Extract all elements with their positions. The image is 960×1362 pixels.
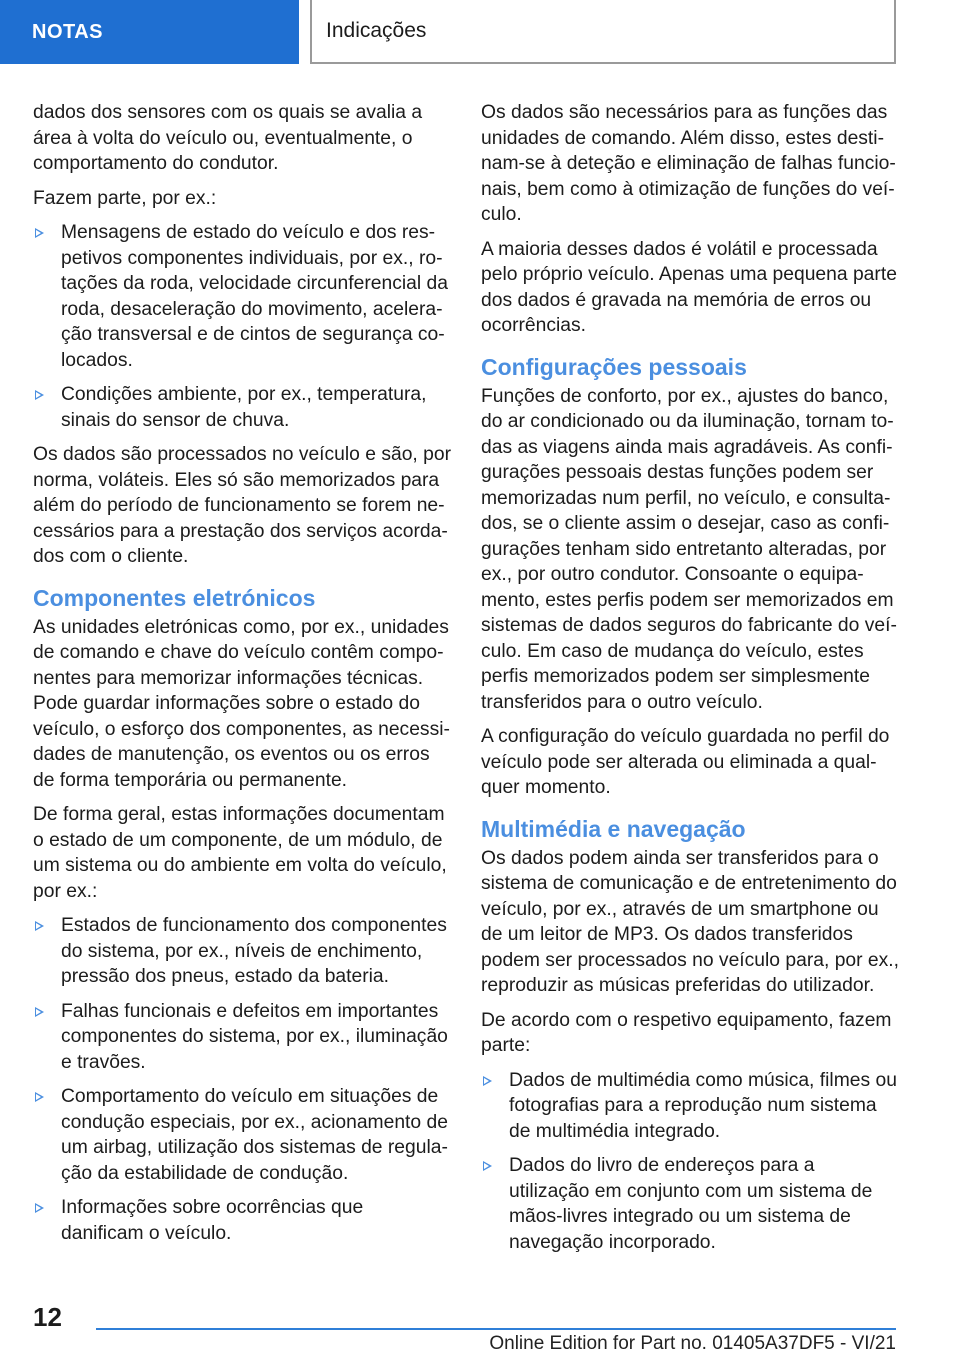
- needed-paragraph: Os dados são necessários para as funções das unidades de comando. Além disso, estes destinam-se à deteção e eliminação de falhas funcionais, bem como à otimização de funções do veículo.: [481, 102, 896, 225]
- list-item-text: Informações sobre ocorrências que danificam o veículo.: [61, 1197, 364, 1244]
- chapter-title: Indicações: [326, 19, 427, 42]
- processing-paragraph: Os dados são processados no veículo e são, por norma, voláteis. Eles só são memorizados para além do período de funcionamento se forem necessários para a prestação dos serviços acordados com o cliente.: [33, 444, 452, 567]
- left-column: [33, 100, 451, 1255]
- list-item: [33, 1195, 451, 1246]
- page-number: 12: [33, 1302, 62, 1332]
- edition-footer: Online Edition for Part no. 01405A37DF5 - VI/21: [489, 1333, 896, 1354]
- list-item: [33, 220, 451, 373]
- bullet-triangle-icon: [35, 1203, 44, 1213]
- bullet-triangle-icon: [35, 390, 44, 400]
- heading-multimedia: Multimédia e navegação: [481, 815, 746, 842]
- profile-paragraph: A configuração do veículo guardada no perfil do veículo pode ser alterada ou eliminada a qualquer momento.: [481, 726, 890, 798]
- general-paragraph: De forma geral, estas informações documentam o estado de um componente, de um módulo, de um sistema ou do ambiente em volta do veículo, por ex.:: [33, 804, 447, 902]
- bullet-triangle-icon: [483, 1076, 492, 1086]
- list-item-text: Falhas funcionais e defeitos em importantes componentes do sistema, por ex., iluminação e travões.: [61, 1000, 448, 1073]
- bullet-triangle-icon: [35, 1092, 44, 1102]
- list-item: [33, 382, 451, 433]
- equipment-paragraph: De acordo com o respetivo equipamento, fazem parte:: [481, 1009, 892, 1056]
- list-item-text: Mensagens de estado do veículo e dos respetivos componentes individuais, por ex., rotações da roda, velocidade circunferencial da roda, desaceleração do movimento, aceleração transversal e de cintos de segurança colocados.: [61, 222, 448, 371]
- list-item-text: Estados de funcionamento dos componentes do sistema, por ex., níveis de enchimento, pressão dos pneus, estado da bateria.: [61, 915, 447, 987]
- list-item: [33, 999, 451, 1076]
- lead-in-paragraph: Fazem parte, por ex.:: [33, 187, 217, 209]
- component-info-list: [33, 913, 451, 1246]
- units-paragraph: As unidades eletrónicas como, por ex., unidades de comando e chave do veículo contêm componentes para memorizar informações técnicas. Pode guardar informações sobre o estado do veículo, o esforço dos componentes, as necessidades de manutenção, os eventos ou os erros de forma temporária ou permanente.: [33, 616, 450, 791]
- volatile-paragraph: A maioria desses dados é volátil e processada pelo próprio veículo. Apenas uma pequena parte dos dados é gravada na memória de erros ou ocorrências.: [481, 238, 897, 336]
- right-column: [481, 100, 899, 1264]
- multimedia-data-list: [481, 1068, 899, 1256]
- bullet-triangle-icon: [35, 921, 44, 931]
- list-item: [33, 1084, 451, 1186]
- footer-divider: [96, 1328, 896, 1330]
- list-item-text: Condições ambiente, por ex., temperatura, sinais do sensor de chuva.: [61, 384, 427, 431]
- bullet-triangle-icon: [35, 1007, 44, 1017]
- bullet-triangle-icon: [483, 1161, 492, 1171]
- bullet-triangle-icon: [35, 228, 44, 238]
- list-item: [33, 913, 451, 990]
- transfer-paragraph: Os dados podem ainda ser transferidos para o sistema de comunicação e de entretenimento do veículo, por ex., através de um smartphone ou de um leitor de MP3. Os dados transferidos podem ser processados no veículo para, por ex., reproduzir as músicas preferidas do utilizador.: [481, 847, 899, 996]
- sensor-data-list: [33, 220, 451, 433]
- list-item-text: Dados do livro de endereços para a utilização em conjunto com um sistema de mãos-livres integrado ou um sistema de navegação incorporado.: [509, 1155, 873, 1253]
- section-tab-label: NOTAS: [32, 20, 104, 43]
- heading-components: Componentes eletrónicos: [33, 584, 316, 611]
- intro-paragraph: dados dos sensores com os quais se avalia a área à volta do veículo ou, eventualmente, o comportamento do condutor.: [33, 102, 423, 174]
- list-item-text: Dados de multimédia como música, filmes ou fotografias para a reprodução num sistema de multimédia integrado.: [509, 1069, 897, 1142]
- comfort-paragraph: Funções de conforto, por ex., ajustes do banco, do ar condicionado ou da iluminação, tornam todas as viagens ainda mais agradáveis. As configurações pessoais destas funções podem ser memorizadas num perfil, no veículo, e consultados, se o cliente assim o desejar, caso as configurações tenham sido entretanto alteradas, por ex., por outro condutor. Consoante o equipamento, estes perfis podem ser memorizados em sistemas de dados seguros do fabricante do veículo. Em caso de mudança do veículo, estes perfis memorizados podem ser simplesmente transferidos para o outro veículo.: [481, 385, 897, 713]
- list-item: [481, 1068, 899, 1145]
- heading-personal-settings: Configurações pessoais: [481, 353, 747, 380]
- chapter-title-box: [310, 0, 896, 64]
- section-tab: [0, 0, 299, 64]
- list-item: [481, 1153, 899, 1255]
- list-item-text: Comportamento do veículo em situações de condução especiais, por ex., acionamento de um airbag, utilização dos sistemas de regulação da estabilidade de condução.: [61, 1086, 448, 1184]
